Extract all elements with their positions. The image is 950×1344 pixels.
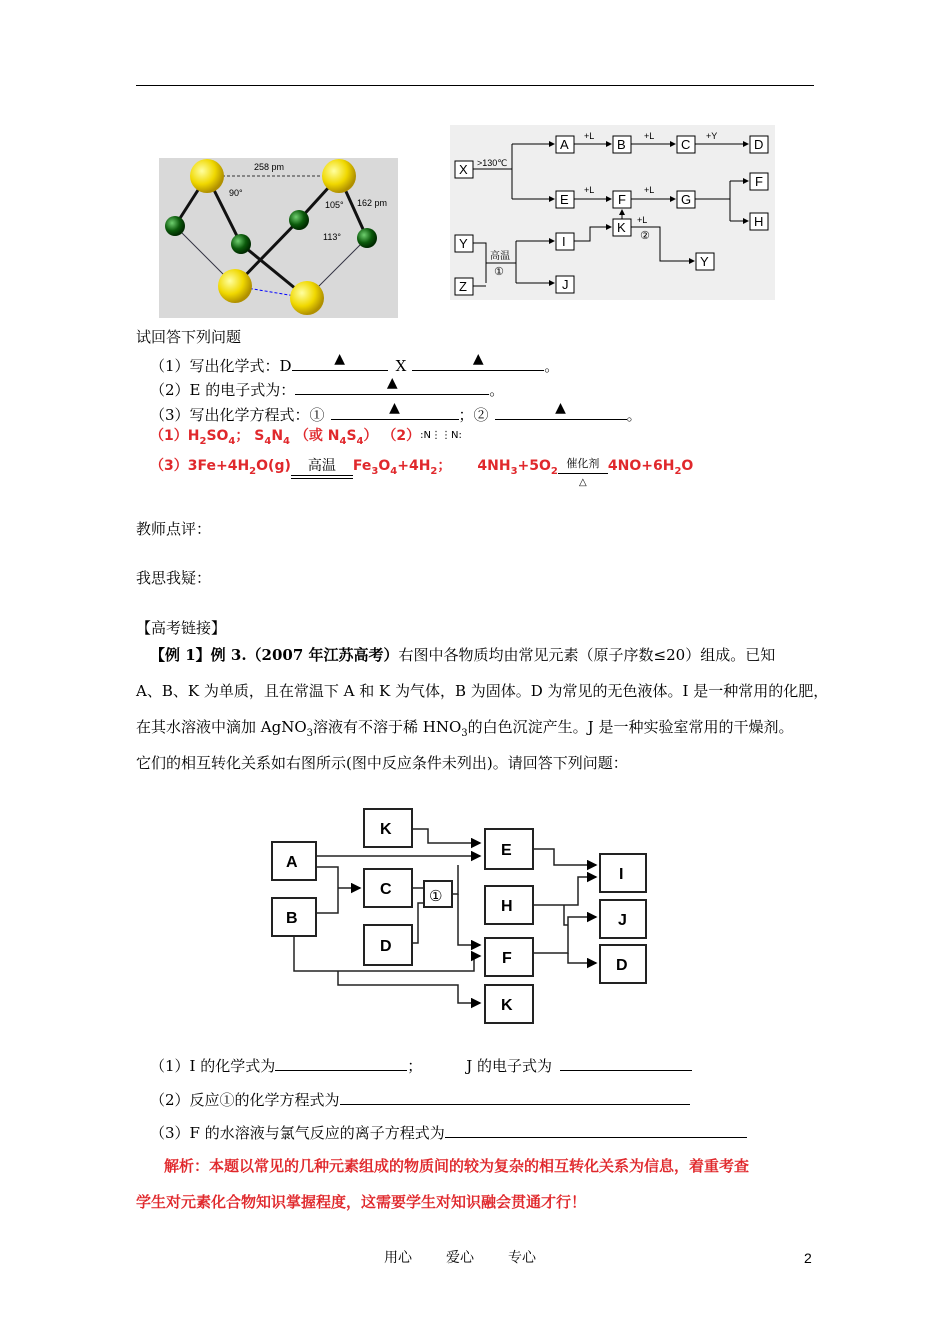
- q2-prefix: （2）E 的电子式为：: [150, 381, 296, 399]
- analysis-text: 本题以常见的几种元素组成的物质间的较为复杂的相互转化关系为信息，着重考查: [209, 1157, 750, 1175]
- cond-gaowen: 高温: [490, 251, 510, 262]
- answer-blank-X[interactable]: [412, 351, 544, 371]
- node-J: J: [618, 912, 627, 929]
- example-line-2: A、B、K 为单质，且在常温下 A 和 K 为气体，B 为固体。D 为常见的无色液体。I 是一种常用的化肥，: [136, 682, 829, 700]
- q1-prefix: （1）写出化学式：D: [150, 357, 292, 375]
- node-C: C: [681, 137, 691, 152]
- answer-blank-reaction[interactable]: [340, 1088, 690, 1105]
- answer-line-2: [150, 456, 694, 488]
- example-line-4: 它们的相互转化关系如右图所示(图中反应条件未列出)。请回答下列问题：: [136, 754, 628, 772]
- node-E: E: [560, 192, 569, 207]
- motto: 用心: [384, 1250, 412, 1266]
- subscript: 4: [228, 435, 236, 447]
- label-plus-L: +L: [637, 215, 648, 225]
- q2-line-1: [150, 1054, 692, 1076]
- answer-blank-ionic[interactable]: [445, 1121, 747, 1138]
- question-1-line: [150, 351, 560, 376]
- node-H: H: [501, 898, 513, 915]
- ans-text: （3）3Fe+4H: [150, 458, 250, 474]
- nitrogen-atom: [231, 234, 251, 254]
- node-K: K: [617, 220, 626, 235]
- subscript: 3: [461, 728, 468, 739]
- flow-figure-1: [450, 125, 775, 300]
- node-D: D: [754, 137, 764, 152]
- answer-blank-I[interactable]: [275, 1054, 407, 1071]
- example-line-1: [150, 645, 775, 665]
- subscript: 4: [283, 435, 291, 447]
- q1-x: X: [395, 357, 407, 375]
- example-text: 的白色沉淀产生。J 是一种实验室常用的干燥剂。: [467, 718, 794, 736]
- node-Z: Z: [459, 279, 467, 294]
- node-F2: F: [755, 174, 763, 189]
- node-Y: Y: [459, 236, 468, 251]
- answer-blank-E[interactable]: [295, 375, 489, 395]
- ans-text: +5O: [517, 458, 551, 474]
- question-2-line: [150, 375, 505, 400]
- subscript: 2: [430, 465, 438, 477]
- node-X: X: [459, 162, 468, 177]
- answer-line-1: [150, 426, 462, 452]
- label-113: 113°: [323, 232, 341, 242]
- condition-catalyst: [558, 456, 608, 488]
- example-source: 例 3.（2007 年江苏高考）: [210, 646, 399, 664]
- label-plus-L: +L: [584, 131, 595, 141]
- node-I: I: [562, 234, 566, 249]
- nitrogen-atom: [357, 228, 377, 248]
- subscript: 4: [339, 435, 347, 447]
- sulfur-atom: [290, 281, 324, 315]
- analysis-line-1: [164, 1156, 749, 1176]
- analysis-line-2: 学生对元素化合物知识掌握程度，这需要学生对知识融会贯通才行！: [136, 1193, 587, 1211]
- cond-text: △: [579, 476, 587, 488]
- self-question: 我思我疑：: [136, 569, 212, 587]
- ans-text: ；: [437, 458, 452, 474]
- label-plus-L: +L: [644, 185, 655, 195]
- label-90: 90°: [229, 188, 243, 198]
- double-bar: [291, 475, 353, 479]
- ans-text: +4H: [397, 458, 431, 474]
- node-H: H: [754, 214, 764, 229]
- ans-text: ） （2）: [363, 428, 421, 444]
- triangle-marker: ▲: [386, 375, 398, 391]
- node-Y2: Y: [700, 254, 709, 269]
- footer-motto: [384, 1248, 536, 1268]
- ans-text: O: [681, 458, 694, 474]
- condition-gaowen: [291, 457, 353, 482]
- circle-1: ①: [429, 888, 443, 905]
- node-F: F: [502, 950, 512, 967]
- subscript: 3: [306, 728, 314, 739]
- circle-1: ①: [494, 266, 504, 278]
- flow-1-svg: [450, 125, 775, 300]
- label-plus-L: +L: [644, 131, 655, 141]
- answer-blank-J[interactable]: [560, 1054, 692, 1071]
- ans-text: ； S: [235, 428, 265, 444]
- sulfur-atom: [190, 159, 224, 193]
- analysis-label: 解析：: [164, 1157, 210, 1175]
- molecule-svg: [159, 158, 398, 318]
- q-text: J 的电子式为: [466, 1057, 553, 1075]
- nitrogen-atom: [289, 210, 309, 230]
- page-number: 2: [804, 1250, 812, 1266]
- ans-text: O: [378, 458, 391, 474]
- flow-figure-2: [258, 805, 678, 1030]
- node-G: G: [681, 192, 692, 207]
- q2-line-2: [150, 1088, 690, 1110]
- q1-end: 。: [544, 357, 560, 375]
- q3-prefix: （3）写出化学方程式：①: [150, 406, 325, 424]
- example-label: 【例 1】: [150, 646, 211, 664]
- example-text: 右图中各物质均由常见元素（原子序数≤20）组成。已知: [398, 646, 776, 664]
- triangle-marker: ▲: [334, 351, 345, 367]
- node-A: A: [286, 854, 298, 871]
- triangle-marker: ▲: [472, 351, 484, 367]
- node-C: C: [380, 881, 392, 898]
- example-text: 溶液有不溶于稀 HNO: [313, 718, 462, 736]
- cond-text: 催化剂: [566, 456, 600, 470]
- subscript: 2: [674, 465, 682, 477]
- ans-text: Fe: [352, 458, 372, 474]
- subscript: 3: [371, 465, 379, 477]
- ans-text: （1）H: [150, 428, 200, 444]
- node-B: B: [286, 910, 298, 927]
- q2-end: 。: [489, 381, 505, 399]
- circle-2: ②: [640, 230, 650, 242]
- ans-text: 4NH: [477, 458, 511, 474]
- q2-line-3: [150, 1121, 747, 1143]
- subscript: 2: [249, 465, 257, 477]
- subscript: 4: [390, 465, 398, 477]
- cond-text: 高温: [307, 457, 336, 474]
- flow-2-svg: [258, 805, 678, 1030]
- teacher-comment: 教师点评：: [136, 520, 212, 538]
- node-E: E: [501, 842, 512, 859]
- node-K: K: [380, 821, 392, 838]
- label-plus-Y: +Y: [706, 131, 718, 141]
- node-B: B: [617, 137, 626, 152]
- triangle-marker: ▲: [555, 400, 566, 416]
- motto: 专心: [508, 1250, 536, 1266]
- gaokao-heading: 【高考链接】: [136, 619, 227, 637]
- ans-text: O(g): [256, 458, 291, 474]
- ans-text: （或 N: [290, 428, 340, 444]
- molecule-figure: [159, 158, 398, 318]
- header-rule: [136, 85, 814, 86]
- example-line-3: [136, 717, 793, 744]
- triangle-marker: ▲: [389, 400, 400, 416]
- q-text: （1）I 的化学式为: [150, 1057, 276, 1075]
- subscript: 3: [510, 465, 518, 477]
- questions-intro: 试回答下列问题: [136, 328, 242, 346]
- subscript: 4: [264, 435, 272, 447]
- ans-text: SO: [206, 428, 229, 444]
- node-D2: D: [616, 957, 628, 974]
- label-plus-L: +L: [584, 185, 595, 195]
- subscript: 2: [550, 465, 558, 477]
- answer-blank-D[interactable]: [292, 351, 388, 371]
- node-K2: K: [501, 997, 513, 1014]
- label-258: 258 pm: [254, 162, 285, 172]
- electron-formula: :N⋮⋮N:: [420, 430, 462, 441]
- node-D: D: [380, 938, 392, 955]
- cond-130: >130℃: [477, 158, 508, 168]
- node-I: I: [619, 866, 624, 883]
- q3-mid: ；②: [458, 406, 489, 424]
- ans-text: N: [271, 428, 284, 444]
- question-3-line: [150, 400, 642, 425]
- node-J: J: [562, 277, 569, 292]
- label-162: 162 pm: [357, 198, 388, 208]
- q-text: （2）反应①的化学方程式为: [150, 1091, 340, 1109]
- node-F: F: [618, 192, 626, 207]
- answer-blank-eq2[interactable]: [495, 400, 627, 420]
- answer-blank-eq1[interactable]: [331, 400, 459, 420]
- subscript: 2: [199, 435, 207, 447]
- example-text: 在其水溶液中滴加 AgNO: [136, 718, 307, 736]
- nitrogen-atom: [165, 216, 185, 236]
- label-105: 105°: [325, 200, 344, 210]
- q3-end: 。: [626, 406, 642, 424]
- subscript: 4: [356, 435, 364, 447]
- motto: 爱心: [446, 1250, 474, 1266]
- node-A: A: [560, 137, 569, 152]
- q-text: （3）F 的水溶液与氯气反应的离子方程式为: [150, 1124, 445, 1142]
- ans-text: S: [346, 428, 357, 444]
- sulfur-atom: [322, 159, 356, 193]
- q-text: ；: [407, 1057, 423, 1075]
- ans-text: 4NO+6H: [607, 458, 675, 474]
- sulfur-atom: [218, 269, 252, 303]
